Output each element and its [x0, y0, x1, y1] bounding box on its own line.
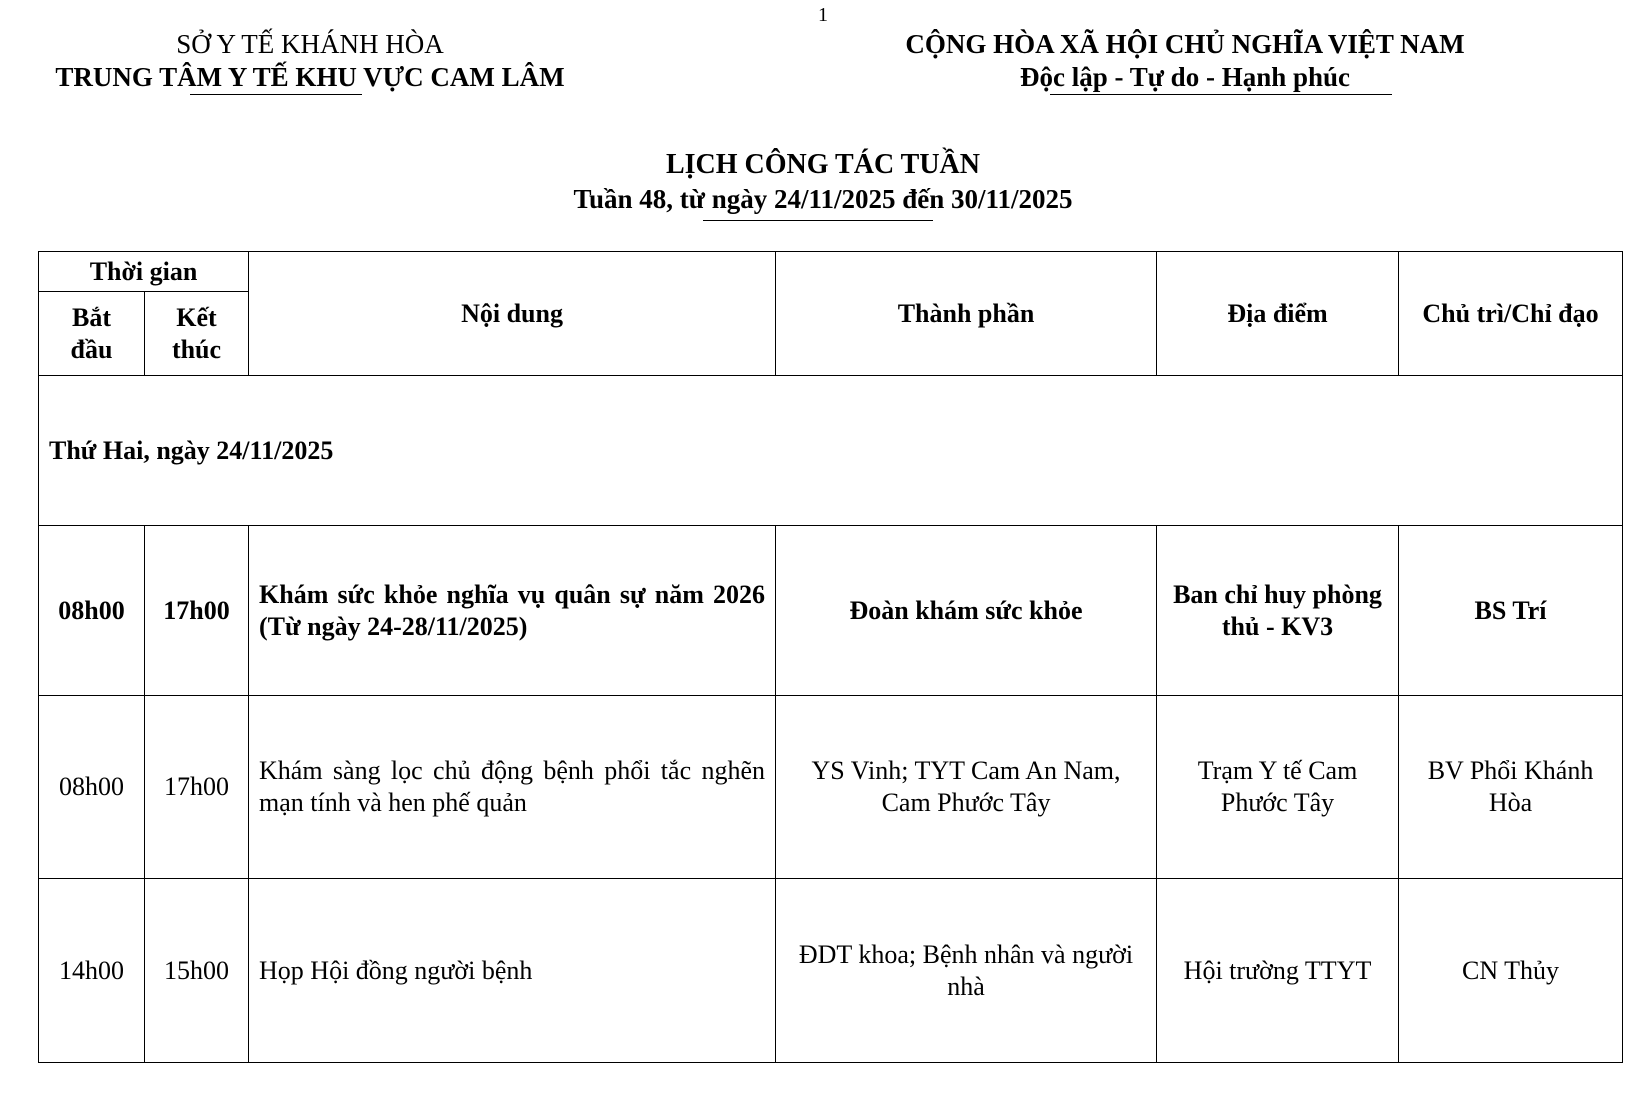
row-start: 14h00	[39, 879, 145, 1063]
motto: Độc lập - Tự do - Hạnh phúc	[1019, 62, 1351, 92]
row-location: Trạm Y tế Cam Phước Tây	[1157, 696, 1399, 879]
subtitle-underline	[703, 220, 933, 221]
row-participants: YS Vinh; TYT Cam An Nam, Cam Phước Tây	[776, 696, 1157, 879]
header-end: Kết thúc	[145, 292, 249, 376]
row-start: 08h00	[39, 526, 145, 696]
schedule-table	[38, 251, 1623, 1063]
issuing-agency	[30, 28, 590, 94]
row-participants: Đoàn khám sức khỏe	[776, 526, 1157, 696]
page-number: 1	[818, 4, 828, 26]
agency-parent: SỞ Y TẾ KHÁNH HÒA	[176, 29, 444, 59]
row-location: Ban chỉ huy phòng thủ - KV3	[1157, 526, 1399, 696]
document-title: LỊCH CÔNG TÁC TUẦN	[665, 149, 980, 180]
header-start: Bắt đầu	[39, 292, 145, 376]
agency-name: TRUNG TÂM Y TẾ KHU VỰC CAM LÂM	[55, 62, 565, 92]
row-chair: BS Trí	[1399, 526, 1623, 696]
header-time: Thời gian	[39, 252, 249, 292]
row-location: Hội trường TTYT	[1157, 879, 1399, 1063]
row-start: 08h00	[39, 696, 145, 879]
document-subtitle: Tuần 48, từ ngày 24/11/2025 đến 30/11/2025	[573, 184, 1073, 214]
table-row	[39, 526, 1623, 696]
row-chair: BV Phổi Khánh Hòa	[1399, 696, 1623, 879]
row-chair: CN Thủy	[1399, 879, 1623, 1063]
table-row	[39, 879, 1623, 1063]
header-chair: Chủ trì/Chỉ đạo	[1399, 252, 1623, 376]
motto-underline	[1050, 94, 1392, 95]
document-title-block	[0, 148, 1646, 216]
row-end: 17h00	[145, 696, 249, 879]
table-row	[39, 696, 1623, 879]
row-end: 17h00	[145, 526, 249, 696]
header-content: Nội dung	[249, 252, 776, 376]
header-location: Địa điểm	[1157, 252, 1399, 376]
row-content: Họp Hội đồng người bệnh	[249, 879, 776, 1063]
day-label: Thứ Hai, ngày 24/11/2025	[39, 376, 1623, 526]
day-row	[39, 376, 1623, 526]
header-participants: Thành phần	[776, 252, 1157, 376]
header-row-top	[39, 252, 1623, 292]
row-end: 15h00	[145, 879, 249, 1063]
row-content: Khám sức khỏe nghĩa vụ quân sự năm 2026 (Từ ngày 24-28/11/2025)	[249, 526, 776, 696]
row-content: Khám sàng lọc chủ động bệnh phổi tắc nghẽn mạn tính và hen phế quản	[249, 696, 776, 879]
country-name: CỘNG HÒA XÃ HỘI CHỦ NGHĨA VIỆT NAM	[905, 29, 1465, 59]
national-motto	[880, 28, 1490, 94]
agency-underline	[190, 94, 362, 95]
row-participants: ĐDT khoa; Bệnh nhân và người nhà	[776, 879, 1157, 1063]
